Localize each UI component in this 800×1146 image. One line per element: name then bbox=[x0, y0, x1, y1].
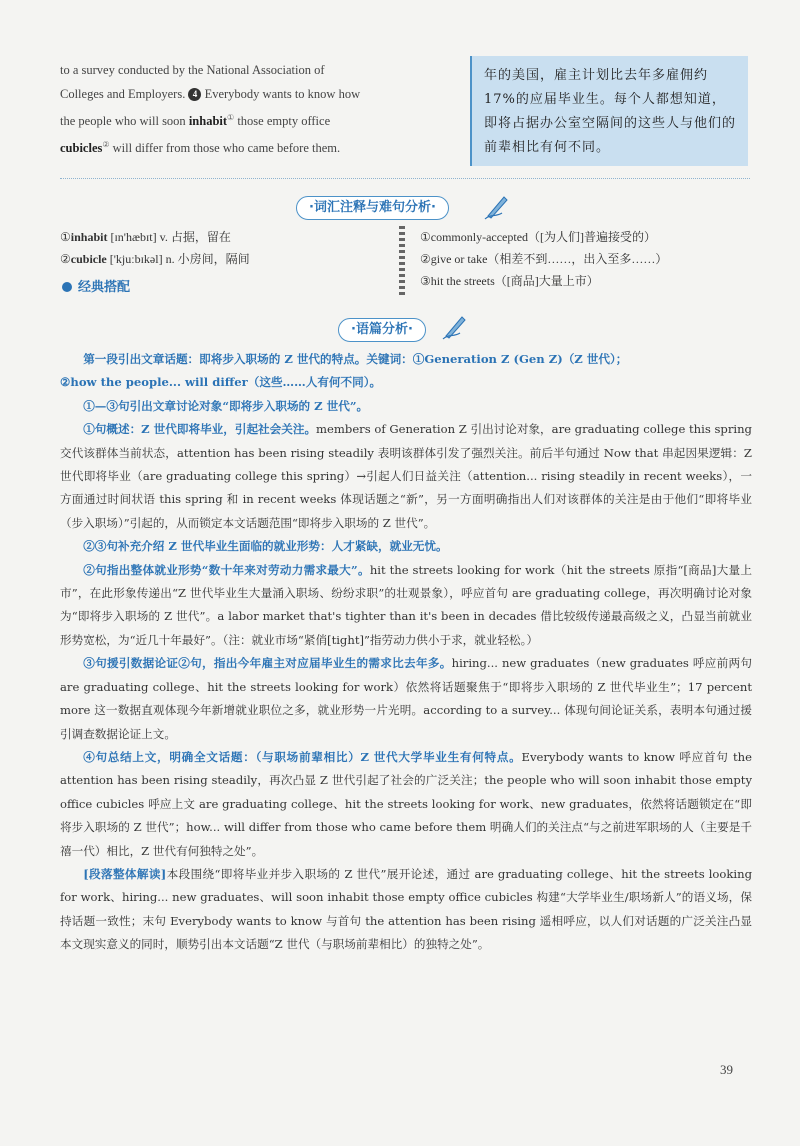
vocab-entry bbox=[60, 248, 250, 270]
vocab-word-inhabit: inhabit bbox=[188, 114, 228, 129]
analysis-heading: ①—③句引出文章讨论对象“即将步入职场的 Z 世代”。 bbox=[83, 398, 369, 413]
vocab-number: ② bbox=[60, 252, 71, 266]
vocab-number: ① bbox=[60, 230, 71, 244]
passage-line: to a survey conducted by the National Association of bbox=[60, 63, 325, 77]
analysis-paragraph: ③句援引数据论证②句，指出今年雇主对应届毕业生的需求比去年多。hiring... new graduates（new graduates 呼应前两句 are graduating college、hit the streets looking for work）依然将话题聚焦于“即将步入职场的 Z 世代毕业生”；17 percent more 这一数据直观体现今年新增就业职位之多，就业形势一片光明。according to a survey... 体现句间论证关系，表明本句通过援引调查数据论证上文。 bbox=[60, 656, 752, 741]
phrase-list-right bbox=[420, 226, 667, 292]
analysis-section-title: ·语篇分析· bbox=[338, 318, 426, 342]
english-passage bbox=[60, 58, 460, 160]
analysis-intro-cont: ②how the people... will differ（这些……人有何不同）。 bbox=[60, 375, 382, 390]
phrase-entry: ②give or take（相差不到……，出入至多……） bbox=[420, 252, 668, 266]
vocab-section-title: ·词汇注释与难句分析· bbox=[296, 196, 449, 220]
analysis-intro: 第一段引出文章话题：即将步入职场的 Z 世代的特点。关键词：①Generation Z (Gen Z)（Z 世代）； bbox=[83, 352, 628, 366]
passage-line: will differ from those who came before them. bbox=[112, 141, 341, 156]
vocab-word: cubicle bbox=[70, 252, 107, 266]
classic-collocation-label: 经典搭配 bbox=[62, 276, 130, 295]
spiral-divider bbox=[399, 226, 405, 298]
analysis-paragraph: ①句概述：Z 世代即将毕业，引起社会关注。members of Generation Z 引出讨论对象，are graduating college this spring 交代该群体当前状态，attention has been rising steadily 表明该群体引发了强烈关注。前后半句通过 Now that 串起因果逻辑：Z 世代即将毕业（are graduating college this spring）→引起人们日益关注（attention... rising steadily in recent weeks），一方面通过时间状语 this spring 和 in recent weeks 体现话题之“新”，另一方面明确指出人们对该群体的关注是由于他们“即将毕业（步入职场）”引起的，从而锁定本文话题范围“即将步入职场的 Z 世代”。 bbox=[60, 422, 752, 530]
vocab-list-left bbox=[60, 226, 250, 270]
footnote-marker: ① bbox=[227, 113, 235, 122]
sentence-number-badge: 4 bbox=[188, 88, 201, 101]
chinese-translation-box: 年的美国，雇主计划比去年多雇佣约17%的应届毕业生。每个人都想知道，即将占据办公室空隔间的这些人与他们的前辈相比有何不同。 bbox=[470, 56, 748, 166]
pen-icon bbox=[482, 192, 510, 220]
analysis-paragraph: ④句总结上文，明确全文话题：（与职场前辈相比）Z 世代大学毕业生有何特点。Everybody wants to know 呼应首句 the attention has been rising steadily，再次凸显 Z 世代引起了社会的广泛关注；the people who will soon inhabit those empty office cubicles 呼应上文 are graduating college、hit the streets looking for work、new graduates，依然将话题锁定在“即将步入职场的 Z 世代”；how... will differ from those who came before them 明确人们的关注点“与之前进军职场的人（主要是千禧一代）相比，Z 世代有何独特之处”。 bbox=[60, 749, 753, 858]
passage-line: Colleges and Employers. bbox=[60, 87, 186, 101]
vocab-definition: [ɪn'hæbɪt] v. 占据，留在 bbox=[110, 230, 231, 244]
vocab-definition: ['kjuːbɪkəl] n. 小房间，隔间 bbox=[109, 252, 250, 266]
analysis-heading: ②③句补充介绍 Z 世代毕业生面临的就业形势：人才紧缺，就业无忧。 bbox=[83, 539, 448, 554]
passage-line: those empty office bbox=[237, 114, 331, 129]
phrase-entry: ①commonly-accepted（[为人们]普遍接受的） bbox=[420, 230, 657, 244]
passage-line: the people who will soon bbox=[60, 114, 186, 129]
vocab-word-cubicles: cubicles bbox=[60, 141, 103, 156]
discourse-analysis bbox=[60, 348, 752, 957]
vocab-word: inhabit bbox=[70, 230, 108, 244]
paragraph-summary: [段落整体解读]本段围绕“即将毕业并步入职场的 Z 世代”展开论述，通过 are graduating college、hit the streets looking for work、hiring... new graduates、will soon inhabit those empty office cubicles 构建“大学毕业生/职场新人”的语义场，保持话题一致性；末句 Everybody wants to know 与首句 the attention has been rising 遥相呼应，以人们对话题的广泛关注凸显本文现实意义的同时，顺势引出本文话题“Z 世代（与职场前辈相比）的独特之处”。 bbox=[60, 866, 752, 952]
passage-line: Everybody wants to know how bbox=[204, 87, 361, 101]
pen-icon bbox=[440, 312, 468, 340]
analysis-paragraph: ②句指出整体就业形势“数十年来对劳动力需求最大”。hit the streets looking for work（hit the streets 原指“[商品]大量上市”，在此形象传递出“Z 世代毕业生大量涌入职场、纷纷求职”的壮观景象），呼应首句 are graduating college，再次明确讨论对象为“即将步入职场的 Z 世代”。a labor market that's tighter than it's been in decades 借比较级传递最高级之义，凸显当前就业形势宽松，为“近几十年最好”。（注：就业市场“紧俏[tight]”指劳动力供小于求，就业轻松。） bbox=[60, 562, 752, 647]
phrase-entry: ③hit the streets（[商品]大量上市） bbox=[420, 274, 599, 288]
footnote-marker: ② bbox=[102, 140, 110, 150]
page-number: 39 bbox=[720, 1062, 733, 1077]
bullet-dot-icon bbox=[62, 282, 72, 292]
dotted-divider bbox=[60, 178, 750, 179]
vocab-entry bbox=[60, 226, 250, 248]
